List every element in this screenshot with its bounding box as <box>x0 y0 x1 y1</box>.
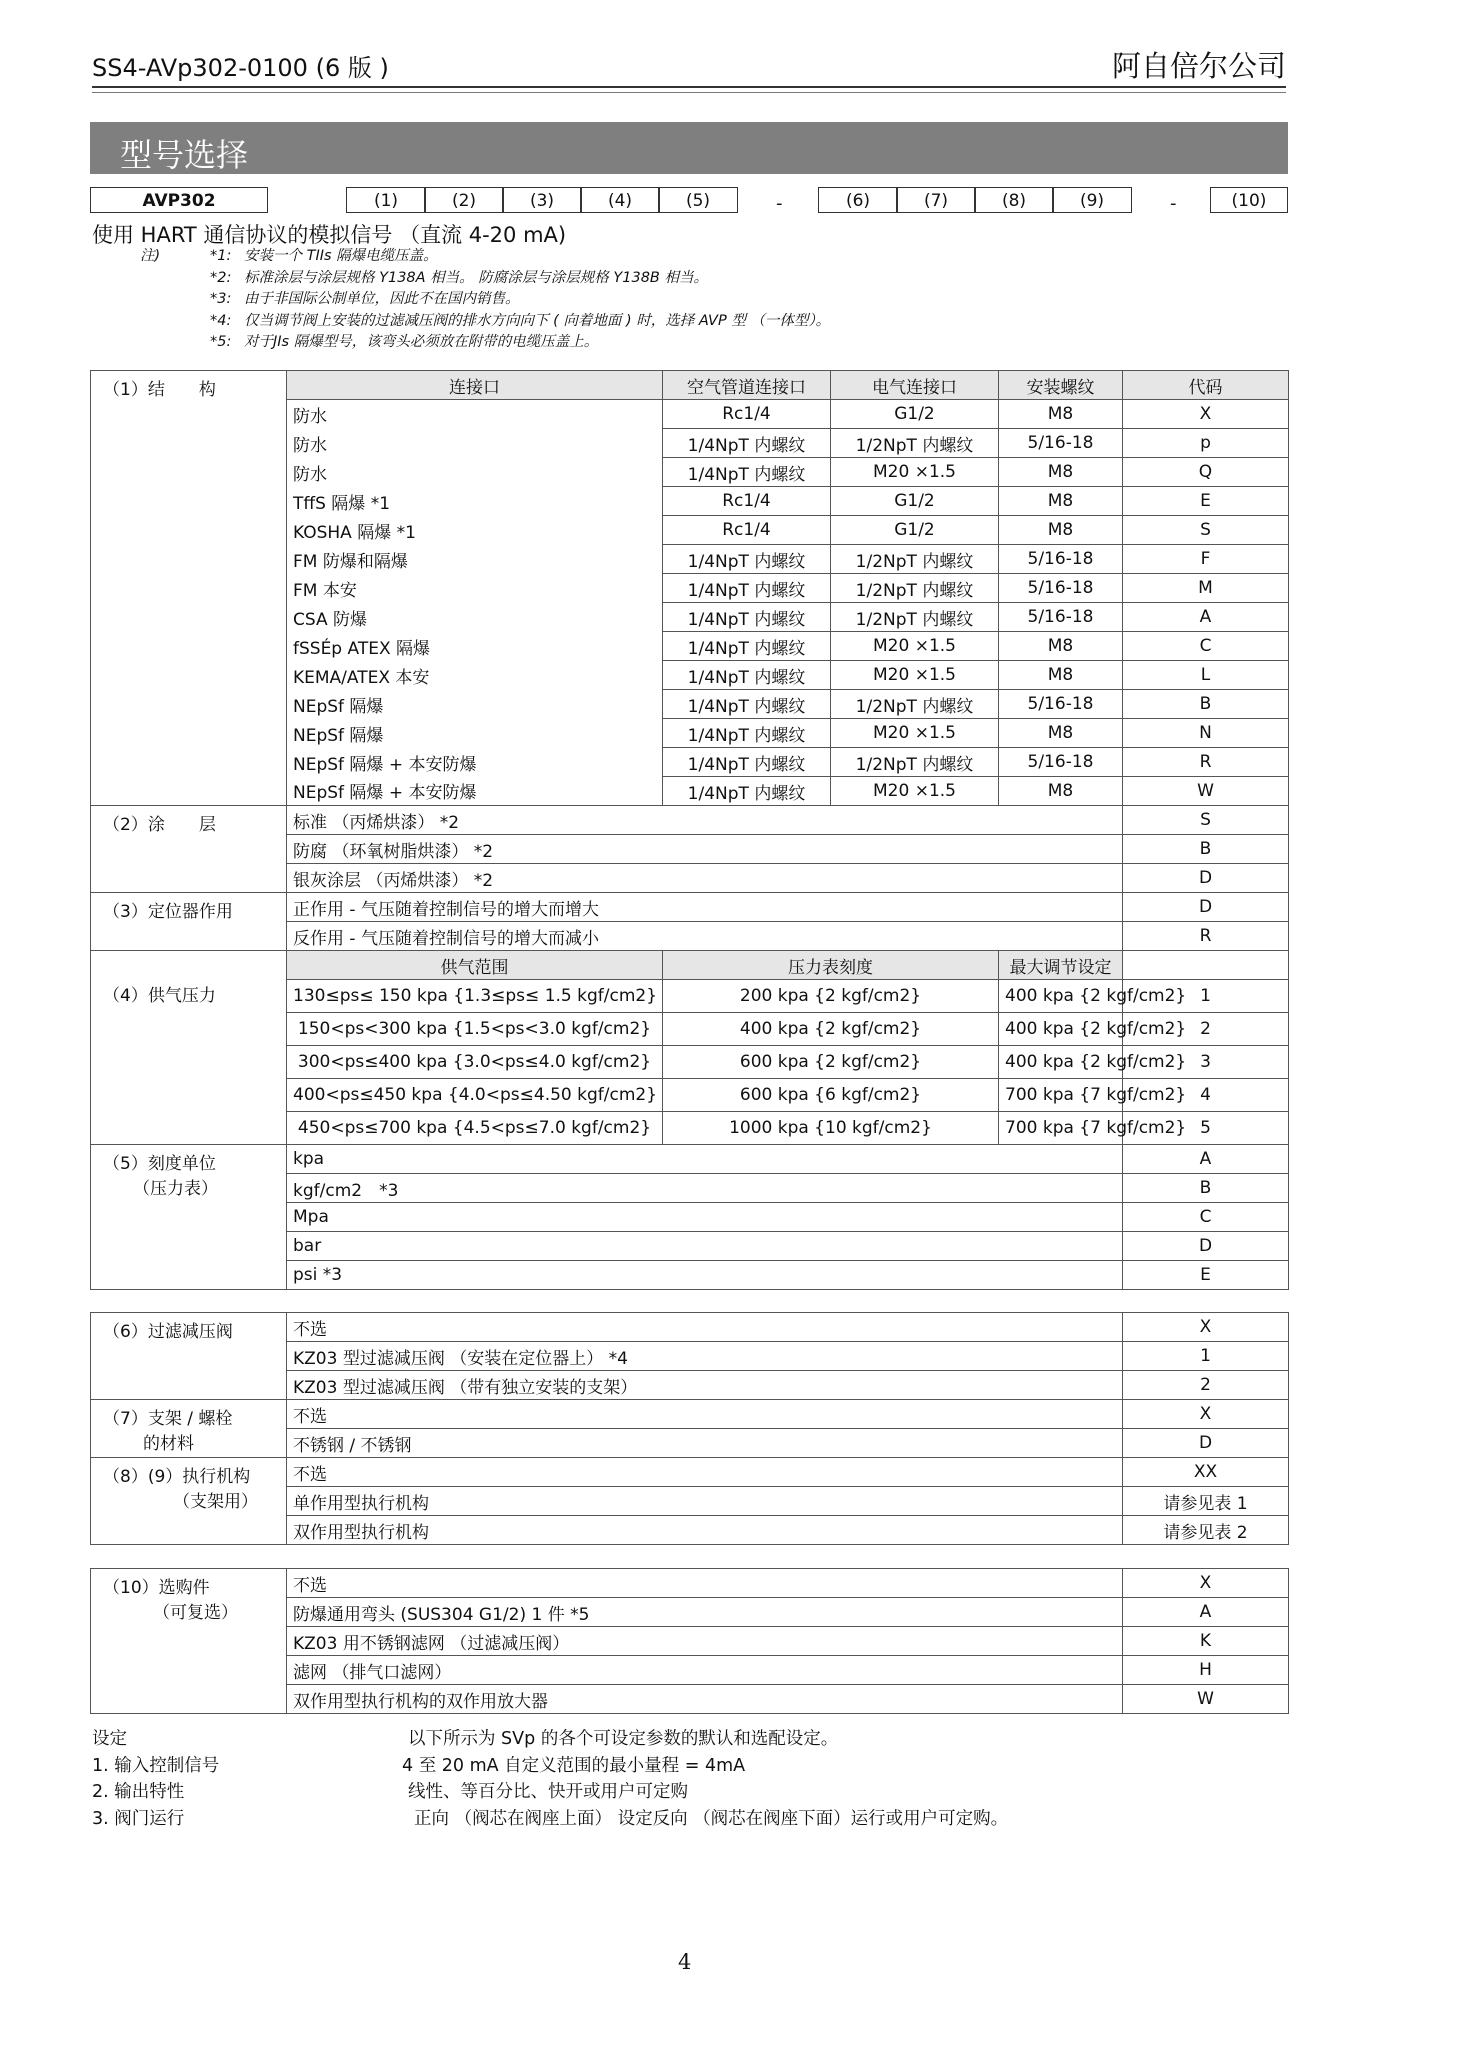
option-text: bar <box>287 1232 1123 1261</box>
code-cell: M <box>1123 574 1289 603</box>
settings-row <box>92 1779 1192 1806</box>
code-cell: X <box>1123 1569 1289 1598</box>
code-cell: X <box>1123 1313 1289 1342</box>
cell: M8 <box>999 661 1123 690</box>
code-separator: - <box>1170 193 1177 214</box>
option-text: 双作用型执行机构的双作用放大器 <box>287 1685 1123 1714</box>
cell: M8 <box>999 458 1123 487</box>
option-text: KZ03 型过滤减压阀 （带有独立安装的支架） <box>287 1371 1123 1400</box>
cell: M8 <box>999 400 1123 429</box>
cell: M20 ×1.5 <box>831 719 999 748</box>
cell: M8 <box>999 719 1123 748</box>
column-header: 代码 <box>1123 371 1289 400</box>
row-label: FM 本安 <box>287 574 663 603</box>
cell: 1/4NpT 内螺纹 <box>663 429 831 458</box>
cell: 1/2NpT 内螺纹 <box>831 603 999 632</box>
group-label: （3）定位器作用 <box>91 893 287 951</box>
cell: 400 kpa {2 kgf/cm2} <box>663 1013 999 1046</box>
group-label-line1: （8）(9）执行机构 <box>103 1467 251 1487</box>
row-label: KOSHA 隔爆 *1 <box>287 516 663 545</box>
row-label: CSA 防爆 <box>287 603 663 632</box>
code-cell-blank <box>1123 951 1289 980</box>
code-slot: (8) <box>974 187 1054 213</box>
code-slot: (2) <box>424 187 504 213</box>
code-cell: B <box>1123 690 1289 719</box>
settings-block <box>92 1726 1192 1832</box>
cell: 1/4NpT 内螺纹 <box>663 777 831 806</box>
cell: 1/4NpT 内螺纹 <box>663 574 831 603</box>
option-text: 银灰涂层 （丙烯烘漆） *2 <box>287 864 1123 893</box>
note-item: *2: 标准涂层与涂层规格 Y138A 相当。 防腐涂层与涂层规格 Y138B 相当。 <box>210 269 708 286</box>
row-label: 防水 <box>287 429 663 458</box>
group-label-line2: 的材料 <box>143 1434 194 1454</box>
option-text: 不选 <box>287 1400 1123 1429</box>
code-slot: (10) <box>1210 187 1288 213</box>
row-label: NEpSf 隔爆 + 本安防爆 <box>287 748 663 777</box>
cell: M8 <box>999 487 1123 516</box>
option-text: KZ03 型过滤减压阀 （安装在定位器上） *4 <box>287 1342 1123 1371</box>
code-cell: X <box>1123 1400 1289 1429</box>
table-header-row <box>91 951 1289 980</box>
table-row <box>91 893 1289 922</box>
option-text: 正作用 - 气压随着控制信号的增大而增大 <box>287 893 1123 922</box>
cell: M8 <box>999 516 1123 545</box>
spec-table-2 <box>90 1312 1289 1545</box>
option-text: 滤网 （排气口滤网） <box>287 1656 1123 1685</box>
option-text: 不选 <box>287 1313 1123 1342</box>
code-slot: (4) <box>580 187 660 213</box>
cell: 450<ps≤700 kpa {4.5<ps≤7.0 kgf/cm2} <box>287 1112 663 1145</box>
cell: G1/2 <box>831 400 999 429</box>
cell: 150<ps<300 kpa {1.5<ps<3.0 kgf/cm2} <box>287 1013 663 1046</box>
group-label <box>91 1569 287 1714</box>
column-header: 连接口 <box>287 371 663 400</box>
cell: Rc1/4 <box>663 400 831 429</box>
note-item: *4: 仅当调节阀上安装的过滤减压阀的排水方向向下 ( 向着地面 ) 时，选择 AVP 型 （一体型）。 <box>210 312 831 329</box>
option-text: 不选 <box>287 1569 1123 1598</box>
cell: 1/4NpT 内螺纹 <box>663 719 831 748</box>
cell: M20 ×1.5 <box>831 777 999 806</box>
code-cell: Q <box>1123 458 1289 487</box>
row-label: NEpSf 隔爆 <box>287 719 663 748</box>
cell: 5/16-18 <box>999 603 1123 632</box>
code-cell: 请参见表 1 <box>1123 1487 1289 1516</box>
cell: 700 kpa {7 kgf/cm2} <box>999 1112 1123 1145</box>
note-item: *3: 由于非国际公制单位，因此不在国内销售。 <box>210 291 520 307</box>
settings-value: 线性、等百分比、快开或用户可定购 <box>408 1782 688 1802</box>
option-text: KZ03 用不锈钢滤网 （过滤减压阀） <box>287 1627 1123 1656</box>
code-slot: (1) <box>346 187 426 213</box>
cell: 1/2NpT 内螺纹 <box>831 429 999 458</box>
document-id: SS4-AVp302-0100 (6 版 ) <box>92 54 389 82</box>
cell: M8 <box>999 777 1123 806</box>
table-header-row <box>91 371 1289 400</box>
cell: 1/4NpT 内螺纹 <box>663 603 831 632</box>
settings-key: 3. 阀门运行 <box>92 1808 185 1829</box>
code-cell: A <box>1123 1145 1289 1174</box>
cell: 1/2NpT 内螺纹 <box>831 545 999 574</box>
option-text: 不选 <box>287 1458 1123 1487</box>
code-cell: p <box>1123 429 1289 458</box>
code-cell: 1 <box>1123 980 1289 1013</box>
cell: 400 kpa {2 kgf/cm2} <box>999 1046 1123 1079</box>
cell: 1/4NpT 内螺纹 <box>663 458 831 487</box>
option-text: 反作用 - 气压随着控制信号的增大而减小 <box>287 922 1123 951</box>
header-rule <box>92 92 1286 93</box>
cell: 5/16-18 <box>999 748 1123 777</box>
spec-table-3 <box>90 1568 1289 1714</box>
code-cell: B <box>1123 1174 1289 1203</box>
row-label: NEpSf 隔爆 + 本安防爆 <box>287 777 663 806</box>
code-cell: H <box>1123 1656 1289 1685</box>
code-cell: XX <box>1123 1458 1289 1487</box>
cell: 1/2NpT 内螺纹 <box>831 690 999 719</box>
table-row <box>91 1400 1289 1429</box>
cell: 5/16-18 <box>999 574 1123 603</box>
table-row <box>91 806 1289 835</box>
cell: 600 kpa {6 kgf/cm2} <box>663 1079 999 1112</box>
table-row <box>91 1569 1289 1598</box>
code-slot: (3) <box>502 187 582 213</box>
cell: 1000 kpa {10 kgf/cm2} <box>663 1112 999 1145</box>
code-cell: C <box>1123 632 1289 661</box>
code-cell: W <box>1123 777 1289 806</box>
option-text: 单作用型执行机构 <box>287 1487 1123 1516</box>
row-label: FM 防爆和隔爆 <box>287 545 663 574</box>
signal-subtitle: 使用 HART 通信协议的模拟信号 （直流 4-20 mA) <box>92 223 567 247</box>
cell: 200 kpa {2 kgf/cm2} <box>663 980 999 1013</box>
cell: G1/2 <box>831 516 999 545</box>
group-label: （1）结 构 <box>91 371 287 806</box>
cell: 1/4NpT 内螺纹 <box>663 748 831 777</box>
code-cell: K <box>1123 1627 1289 1656</box>
code-cell: A <box>1123 1598 1289 1627</box>
code-cell: D <box>1123 1232 1289 1261</box>
code-slot: (7) <box>896 187 976 213</box>
row-label: 防水 <box>287 458 663 487</box>
code-cell: B <box>1123 835 1289 864</box>
option-text: kgf/cm2 *3 <box>287 1174 1123 1203</box>
cell: 5/16-18 <box>999 429 1123 458</box>
cell: 1/4NpT 内螺纹 <box>663 661 831 690</box>
group-label-line2: （压力表） <box>133 1179 218 1199</box>
model-code-row <box>90 187 1290 215</box>
cell: 5/16-18 <box>999 545 1123 574</box>
cell: 5/16-18 <box>999 690 1123 719</box>
option-text: 防爆通用弯头 (SUS304 G1/2) 1 件 *5 <box>287 1598 1123 1627</box>
cell: 300<ps≤400 kpa {3.0<ps≤4.0 kgf/cm2} <box>287 1046 663 1079</box>
group-label-line1: （7）支架 / 螺栓 <box>103 1409 233 1429</box>
cell: M20 ×1.5 <box>831 458 999 487</box>
code-cell: 请参见表 2 <box>1123 1516 1289 1545</box>
code-slot: (6) <box>818 187 898 213</box>
settings-key: 设定 <box>92 1729 127 1749</box>
code-cell: A <box>1123 603 1289 632</box>
cell: G1/2 <box>831 487 999 516</box>
section-title: 型号选择 <box>120 136 249 174</box>
option-text: 不锈钢 / 不锈钢 <box>287 1429 1123 1458</box>
code-cell: D <box>1123 1429 1289 1458</box>
code-cell: L <box>1123 661 1289 690</box>
cell: 400 kpa {2 kgf/cm2} <box>999 980 1123 1013</box>
group-label: （6）过滤减压阀 <box>91 1313 287 1400</box>
group-label-line2: （支架用） <box>173 1492 258 1512</box>
cell: 1/4NpT 内螺纹 <box>663 690 831 719</box>
column-header: 电气连接口 <box>831 371 999 400</box>
code-cell: 2 <box>1123 1371 1289 1400</box>
option-text: 标准 （丙烯烘漆） *2 <box>287 806 1123 835</box>
cell: 130≤ps≤ 150 kpa {1.3≤ps≤ 1.5 kgf/cm2} <box>287 980 663 1013</box>
group-label-line2: （可复选） <box>153 1603 238 1623</box>
cell: M8 <box>999 632 1123 661</box>
cell: 1/2NpT 内螺纹 <box>831 574 999 603</box>
option-text: 防腐 （环氧树脂烘漆） *2 <box>287 835 1123 864</box>
settings-row <box>92 1753 1192 1780</box>
code-cell: 1 <box>1123 1342 1289 1371</box>
group-label <box>91 1458 287 1545</box>
code-cell: R <box>1123 748 1289 777</box>
code-slot: (5) <box>658 187 738 213</box>
group-label: （4）供气压力 <box>91 951 287 1145</box>
settings-value: 以下所示为 SVp 的各个可设定参数的默认和选配设定。 <box>408 1729 839 1749</box>
cell: 1/4NpT 内螺纹 <box>663 632 831 661</box>
column-header: 空气管道连接口 <box>663 371 831 400</box>
table-row <box>91 1313 1289 1342</box>
note-item: *5: 对于JIs 隔爆型号，该弯头必须放在附带的电缆压盖上。 <box>210 334 599 350</box>
row-label: 防水 <box>287 400 663 429</box>
table-row <box>91 1145 1289 1174</box>
cell: 700 kpa {7 kgf/cm2} <box>999 1079 1123 1112</box>
cell: M20 ×1.5 <box>831 661 999 690</box>
cell: 1/4NpT 内螺纹 <box>663 545 831 574</box>
column-header: 供气范围 <box>287 951 663 980</box>
note-item: *1: 安装一个 TIIs 隔爆电缆压盖。 <box>210 248 438 264</box>
cell: M20 ×1.5 <box>831 632 999 661</box>
settings-key: 1. 输入控制信号 <box>92 1755 220 1776</box>
group-label-line1: （10）选购件 <box>103 1578 210 1598</box>
code-cell: F <box>1123 545 1289 574</box>
code-cell: 3 <box>1123 1046 1289 1079</box>
code-cell: N <box>1123 719 1289 748</box>
code-separator: - <box>776 193 783 214</box>
code-cell: E <box>1123 1261 1289 1290</box>
table-row <box>91 1458 1289 1487</box>
section-title-bar <box>90 122 1288 174</box>
code-cell: X <box>1123 400 1289 429</box>
settings-row <box>92 1726 1192 1753</box>
code-cell: W <box>1123 1685 1289 1714</box>
code-cell: D <box>1123 864 1289 893</box>
cell: 600 kpa {2 kgf/cm2} <box>663 1046 999 1079</box>
group-label <box>91 1400 287 1458</box>
row-label: fSSÉp ATEX 隔爆 <box>287 632 663 661</box>
row-label: KEMA/ATEX 本安 <box>287 661 663 690</box>
option-text: Mpa <box>287 1203 1123 1232</box>
column-header: 最大调节设定 <box>999 951 1123 980</box>
model-base-box: AVP302 <box>90 187 268 213</box>
company-name: 阿自倍尔公司 <box>1111 49 1286 83</box>
code-cell: C <box>1123 1203 1289 1232</box>
page-header <box>92 42 1286 88</box>
code-cell: S <box>1123 516 1289 545</box>
spec-table-1 <box>90 370 1289 1290</box>
row-label: TffS 隔爆 *1 <box>287 487 663 516</box>
code-cell: 5 <box>1123 1112 1289 1145</box>
column-header: 安装螺纹 <box>999 371 1123 400</box>
settings-value: 4 至 20 mA 自定义范围的最小量程 = 4mA <box>402 1755 746 1776</box>
code-cell: 2 <box>1123 1013 1289 1046</box>
code-slot: (9) <box>1052 187 1132 213</box>
cell: 400<ps≤450 kpa {4.0<ps≤4.50 kgf/cm2} <box>287 1079 663 1112</box>
settings-value: 正向 （阀芯在阀座上面） 设定反向 （阀芯在阀座下面）运行或用户可定购。 <box>414 1808 1009 1829</box>
option-text: 双作用型执行机构 <box>287 1516 1123 1545</box>
code-cell: 4 <box>1123 1079 1289 1112</box>
cell: 400 kpa {2 kgf/cm2} <box>999 1013 1123 1046</box>
cell: Rc1/4 <box>663 516 831 545</box>
page-number: 4 <box>678 1950 692 1974</box>
code-cell: R <box>1123 922 1289 951</box>
code-cell: D <box>1123 893 1289 922</box>
notes-label: 注) <box>140 248 161 264</box>
settings-key: 2. 输出特性 <box>92 1782 185 1802</box>
cell: 1/2NpT 内螺纹 <box>831 748 999 777</box>
column-header: 压力表刻度 <box>663 951 999 980</box>
group-label: （2）涂 层 <box>91 806 287 893</box>
option-text: psi *3 <box>287 1261 1123 1290</box>
code-cell: S <box>1123 806 1289 835</box>
code-cell: E <box>1123 487 1289 516</box>
group-label-line1: （5）刻度单位 <box>103 1154 216 1174</box>
settings-row <box>92 1806 1192 1833</box>
option-text: kpa <box>287 1145 1123 1174</box>
row-label: NEpSf 隔爆 <box>287 690 663 719</box>
cell: Rc1/4 <box>663 487 831 516</box>
group-label <box>91 1145 287 1290</box>
